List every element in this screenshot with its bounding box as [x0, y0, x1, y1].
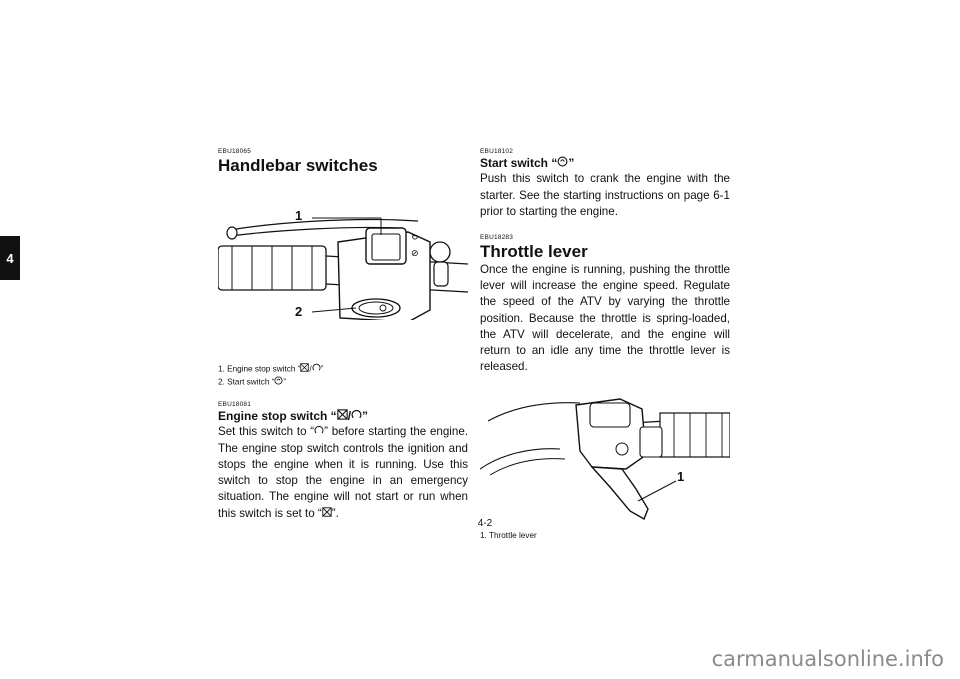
- caption-quote: ”: [320, 364, 324, 374]
- section-code: EBU18283: [480, 233, 514, 241]
- caption-throttle-lever: 1. Throttle lever: [480, 531, 537, 541]
- heading-text: Engine stop switch “: [218, 409, 337, 423]
- engine-run-icon: [312, 363, 321, 376]
- start-switch-paragraph: Push this switch to crank the engine with the starter. See the starting instructions on page 6-1 prior to starting the engine.: [480, 172, 730, 218]
- page-number: 4-2: [477, 518, 493, 529]
- figure-callout-1: 1: [677, 469, 685, 485]
- paragraph-text: Set this switch to “: [218, 425, 315, 439]
- svg-text:⊘: ⊘: [411, 249, 419, 259]
- section-code: EBU18102: [480, 148, 514, 155]
- engine-off-icon: [322, 506, 332, 522]
- handlebar-switch-figure: [218, 180, 468, 325]
- caption-quote: ”: [283, 377, 287, 387]
- heading-quote: ”: [568, 156, 575, 170]
- start-switch-heading: [480, 156, 730, 171]
- caption-start-switch: [218, 376, 468, 389]
- section-code: EBU18065: [218, 148, 252, 155]
- caption-engine-stop: [218, 363, 468, 376]
- section-title: Handlebar switches: [218, 156, 378, 175]
- engine-stop-heading: [218, 409, 468, 424]
- handlebar-switch-illustration: [218, 180, 468, 320]
- section-code: EBU18081: [218, 401, 252, 408]
- engine-stop-paragraph: [218, 424, 468, 522]
- paragraph-text: ”.: [331, 506, 339, 520]
- figure-callout-2: 2: [295, 304, 303, 319]
- left-column: [218, 148, 468, 522]
- right-column: [480, 148, 730, 542]
- throttle-title: Throttle lever: [480, 241, 588, 261]
- caption-text: 2. Start switch “: [218, 377, 275, 387]
- watermark: carmanualsonline.info: [711, 647, 944, 671]
- paragraph-text: ” before starting the engine. The engine stop switch controls the ignition and stops the engine when it is running. Use this switch to stop the engine in an emergency situation. The engine will not start or run when this switch is set to “: [218, 425, 468, 520]
- caption-slash: /: [309, 364, 312, 374]
- heading-text: Start switch “: [480, 156, 558, 170]
- heading-slash: /: [347, 409, 352, 423]
- caption-text: 1. Engine stop switch “: [218, 364, 301, 374]
- figure-callout-1: 1: [295, 208, 303, 223]
- throttle-paragraph: Once the engine is running, pushing the throttle lever will increase the engine speed. Regulate the speed of the ATV by varying the throttle position. Because the throttle is spring-loaded, the ATV will decelerate, and the engine will return to an idle any time the throttle lever is released.: [480, 262, 730, 374]
- engine-run-icon: [351, 409, 362, 424]
- start-icon: [557, 156, 568, 171]
- svg-text:↻: ↻: [411, 233, 419, 243]
- throttle-lever-illustration: [480, 391, 730, 521]
- heading-quote: ”: [362, 409, 369, 423]
- throttle-lever-figure: [480, 391, 730, 526]
- chapter-tab: 4: [0, 236, 20, 280]
- engine-run-icon: [314, 424, 324, 440]
- engine-off-icon: [337, 409, 348, 424]
